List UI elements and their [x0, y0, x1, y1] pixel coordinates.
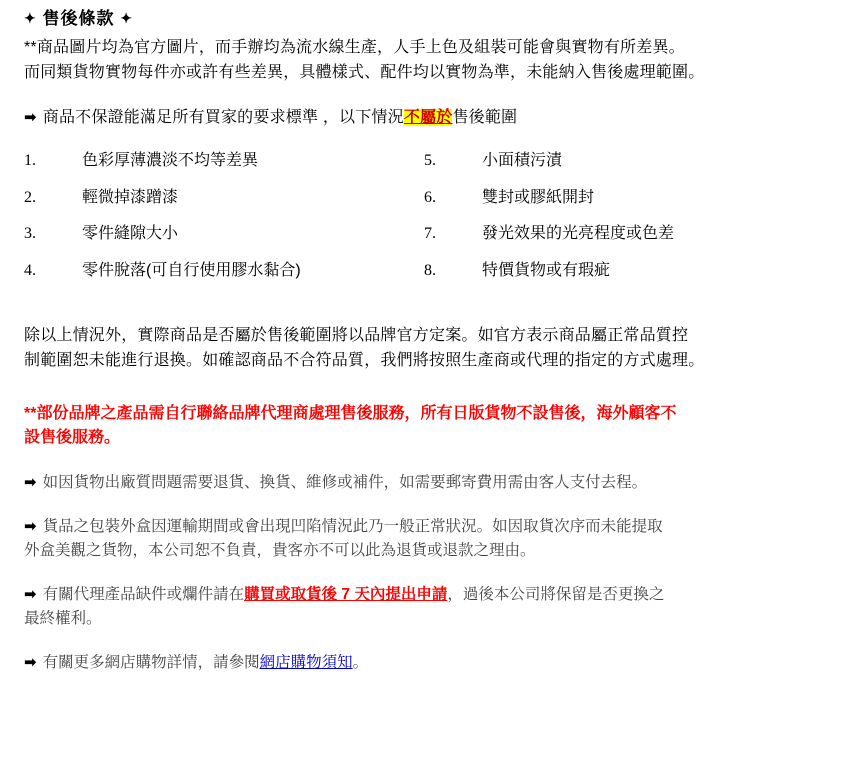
red-warning-line-2: 設售後服務。 [24, 429, 121, 447]
list-item-number: 6. [424, 188, 436, 206]
list-item [24, 149, 424, 174]
shopping-guide-link[interactable]: 網店購物須知 [259, 654, 353, 672]
arrow-icon-note-3: ➡ [24, 585, 37, 604]
arrow-icon-note-4: ➡ [24, 653, 37, 672]
scope-notice [24, 106, 852, 131]
spacer-4 [24, 451, 852, 471]
list-item-number: 2. [24, 188, 36, 206]
spacer-5 [24, 495, 852, 515]
list-item [424, 186, 844, 211]
list-item-label: 特價貨物或有瑕疵 [482, 262, 611, 280]
policy-line-1: 除以上情況外，實際商品是否屬於售後範圍將以品牌官方定案。如官方表示商品屬正常品質控 [24, 326, 689, 344]
spacer-7 [24, 631, 852, 651]
list-item [424, 149, 844, 174]
note-packaging-line-2: 外盒美觀之貨物，本公司恕不負責，貴客亦不可以此為退貨或退款之理由。 [24, 542, 536, 560]
policy-line-2: 制範圍恕未能進行退換。如確認商品不合符品質，我們將按照生產商或代理的指定的方式處理。 [24, 351, 705, 369]
list-item-number: 8. [424, 262, 436, 280]
list-item [424, 222, 844, 247]
list-item-number: 3. [24, 225, 36, 243]
arrow-icon-note-2: ➡ [24, 517, 37, 536]
scope-notice-before: 商品不保證能滿足所有買家的要求標準 ，以下情況 [42, 108, 404, 126]
scope-notice-after: 售後範圍 [452, 108, 518, 126]
list-item-label: 零件脫落(可自行使用膠水黏合) [82, 262, 301, 280]
list-item-label: 零件縫隙大小 [82, 225, 179, 243]
page-title [24, 6, 852, 32]
red-warning-line-1: **部份品牌之產品需自行聯絡品牌代理商處理售後服務，所有日版貨物不設售後，海外顧客不 [24, 404, 677, 422]
note-missing-parts-before: 有關代理產品缺件或爛件請在 [42, 586, 245, 604]
note-packaging-line-1 [24, 515, 852, 539]
exclusions-column-left [24, 149, 424, 296]
list-item-label: 色彩厚薄濃淡不均等差異 [82, 151, 259, 169]
arrow-icon-scope: ➡ [24, 107, 37, 126]
note-more-info-after: 。 [352, 654, 369, 672]
spacer-1 [24, 86, 852, 106]
note-missing-parts-line-2: 最終權利。 [24, 610, 102, 628]
exclusions-list [24, 149, 852, 296]
scope-notice-highlight: 不屬於 [403, 108, 453, 126]
list-item [24, 259, 424, 284]
list-item-label: 小面積污漬 [482, 151, 563, 169]
spacer-2 [24, 296, 852, 324]
list-item-label: 輕微掉漆蹭漆 [82, 188, 179, 206]
note-missing-parts-line-1 [24, 583, 852, 607]
note-packaging-text-1: 貨品之包裝外盒因運輸期間或會出現凹陷情況此乃一般正常狀況。如因取貨次序而未能提取 [42, 518, 663, 536]
diamond-icon-right: ✦ [120, 10, 133, 26]
list-item-number: 1. [24, 151, 36, 169]
list-item [24, 186, 424, 211]
list-item-label: 雙封或膠紙開封 [482, 188, 595, 206]
note-missing-parts-emphasis: 購買或取貨後 7 天內提出申請 [244, 586, 448, 604]
exclusions-column-right [424, 149, 844, 296]
list-item-number: 5. [424, 151, 436, 169]
arrow-icon-note-1: ➡ [24, 473, 37, 492]
list-item [424, 259, 844, 284]
intro-line-1: **商品圖片均為官方圖片，而手辦均為流水線生產，人手上色及組裝可能會與實物有所差異。 [24, 39, 685, 57]
list-item [24, 222, 424, 247]
spacer-3 [24, 374, 852, 402]
note-shipping [24, 471, 852, 495]
list-item-label: 發光效果的光亮程度或色差 [482, 225, 675, 243]
note-shipping-text: 如因貨物出廠質問題需要退貨、換貨、維修或補件，如需要郵寄費用需由客人支付去程。 [42, 474, 648, 492]
note-missing-parts-after: ，過後本公司將保留是否更換之 [447, 586, 665, 604]
note-more-info [24, 651, 852, 675]
list-item-number: 4. [24, 262, 36, 280]
note-more-info-before: 有關更多網店購物詳情，請參閱 [42, 654, 260, 672]
spacer-6 [24, 563, 852, 583]
page-title-text: 售後條款 [42, 9, 115, 28]
list-item-number: 7. [424, 225, 436, 243]
intro-line-2: 而同類貨物實物每件亦或許有些差異，具體樣式、配件均以實物為準，未能納入售後處理範圍。 [24, 64, 705, 82]
diamond-icon-left: ✦ [24, 10, 37, 26]
